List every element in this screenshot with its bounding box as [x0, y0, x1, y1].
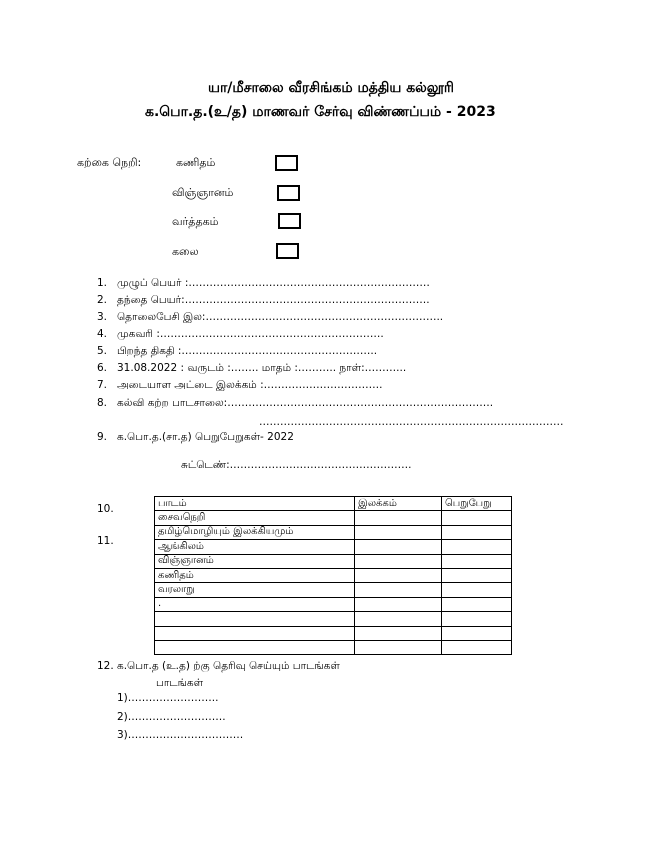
al-subjects-label: க.பொ.த (உ.த) ற்கு தெரிவு செய்யும் பாடங்கள்	[117, 660, 340, 672]
stream-option-arts: கலை	[172, 245, 199, 258]
field-number: 1.	[97, 277, 108, 289]
stream-option-science: விஞ்ஞானம்	[172, 186, 234, 199]
subject-cell[interactable]	[155, 612, 355, 626]
subject-cell[interactable]	[155, 640, 355, 654]
stream-option-commerce: வர்த்தகம்	[172, 215, 219, 228]
table-row	[155, 640, 512, 654]
result-cell[interactable]	[442, 612, 512, 626]
index-cell[interactable]	[355, 626, 442, 640]
field-number: 2.	[97, 294, 108, 306]
stream-label: கற்கை நெறி:	[77, 156, 142, 169]
table-row	[155, 511, 512, 525]
form-title: க.பொ.த.(உ/த) மாணவர் சேர்வு விண்ணப்பம் - 2023	[145, 104, 496, 120]
table-header-row	[155, 497, 512, 511]
father-name-field[interactable]: தந்தை பெயர்:…………………………………………………………….	[117, 294, 430, 306]
result-cell[interactable]	[442, 540, 512, 554]
subject-cell: ஆங்கிலம்	[155, 540, 355, 554]
school-field-continued[interactable]: ……………………………………………………………………………	[259, 416, 564, 428]
field-number: 7.	[97, 379, 108, 391]
field-number: 6.	[97, 362, 108, 374]
subject-cell: கணிதம்	[155, 568, 355, 582]
field-number: 12.	[97, 660, 114, 672]
index-number-field[interactable]: சுட்டெண்:…………………………………………….	[181, 459, 412, 471]
field-number: 11.	[97, 535, 114, 547]
table-row	[155, 540, 512, 554]
age-field[interactable]: 31.08.2022 : வருடம் :…….. மாதம் :……….. நாள்:………...	[117, 362, 407, 374]
ol-marks-table	[154, 496, 512, 655]
subject-cell: விஞ்ஞானம்	[155, 554, 355, 568]
birth-date-field[interactable]: பிறந்த திகதி :………………………………………………..	[117, 345, 378, 357]
field-number: 10.	[97, 503, 114, 515]
table-row	[155, 554, 512, 568]
subject-cell[interactable]	[155, 626, 355, 640]
result-cell[interactable]	[442, 525, 512, 539]
subject-cell: வரலாறு	[155, 583, 355, 597]
stream-checkbox-science[interactable]	[277, 185, 300, 201]
phone-field[interactable]: தொலைபேசி இல:…………………………………………………………..	[117, 311, 444, 323]
table-row	[155, 583, 512, 597]
school-field[interactable]: கல்வி கற்ற பாடசாலை:………………………………………………………………….	[117, 397, 494, 409]
subject-cell: தமிழ்மொழியும் இலக்கியமும்	[155, 525, 355, 539]
subject-cell: சைவநெறி	[155, 511, 355, 525]
table-row	[155, 568, 512, 582]
result-cell[interactable]	[442, 554, 512, 568]
address-field[interactable]: முகவரி :……………………………………………………….	[117, 328, 384, 340]
nic-field[interactable]: அடையாள அட்டை இலக்கம் :…………………………….	[117, 379, 383, 391]
index-cell[interactable]	[355, 612, 442, 626]
index-column-header: இலக்கம்	[355, 497, 442, 511]
table-row	[155, 525, 512, 539]
result-cell[interactable]	[442, 597, 512, 611]
subjects-sublabel: பாடங்கள்	[156, 677, 204, 689]
table-row	[155, 612, 512, 626]
index-cell[interactable]	[355, 554, 442, 568]
subject-choice-1[interactable]: 1)……………………..	[117, 692, 219, 704]
full-name-field[interactable]: முழுப் பெயர் :……………………………………………………………	[117, 277, 430, 289]
stream-checkbox-maths[interactable]	[275, 155, 298, 171]
table-row	[155, 626, 512, 640]
result-cell[interactable]	[442, 626, 512, 640]
field-number: 8.	[97, 397, 108, 409]
result-column-header: பெறுபேறு	[442, 497, 512, 511]
field-number: 9.	[97, 431, 108, 443]
subject-column-header: பாடம்	[155, 497, 355, 511]
index-cell[interactable]	[355, 597, 442, 611]
result-cell[interactable]	[442, 640, 512, 654]
result-cell[interactable]	[442, 568, 512, 582]
subject-choice-2[interactable]: 2)……………………….	[117, 711, 226, 723]
field-number: 4.	[97, 328, 108, 340]
index-cell[interactable]	[355, 540, 442, 554]
field-number: 5.	[97, 345, 108, 357]
table-row	[155, 597, 512, 611]
result-cell[interactable]	[442, 511, 512, 525]
index-cell[interactable]	[355, 583, 442, 597]
result-cell[interactable]	[442, 583, 512, 597]
index-cell[interactable]	[355, 511, 442, 525]
stream-option-maths: கணிதம்	[176, 156, 216, 169]
stream-checkbox-arts[interactable]	[276, 243, 299, 259]
index-cell[interactable]	[355, 525, 442, 539]
subject-choice-3[interactable]: 3)……………………………	[117, 729, 244, 741]
stream-checkbox-commerce[interactable]	[278, 213, 301, 229]
ol-results-label: க.பொ.த.(சா.த) பெறுபேறுகள்- 2022	[117, 431, 294, 443]
field-number: 3.	[97, 311, 108, 323]
index-cell[interactable]	[355, 568, 442, 582]
index-cell[interactable]	[355, 640, 442, 654]
subject-cell: .	[155, 597, 355, 611]
school-name: யா/மீசாலை வீரசிங்கம் மத்திய கல்லூரி	[207, 80, 455, 96]
